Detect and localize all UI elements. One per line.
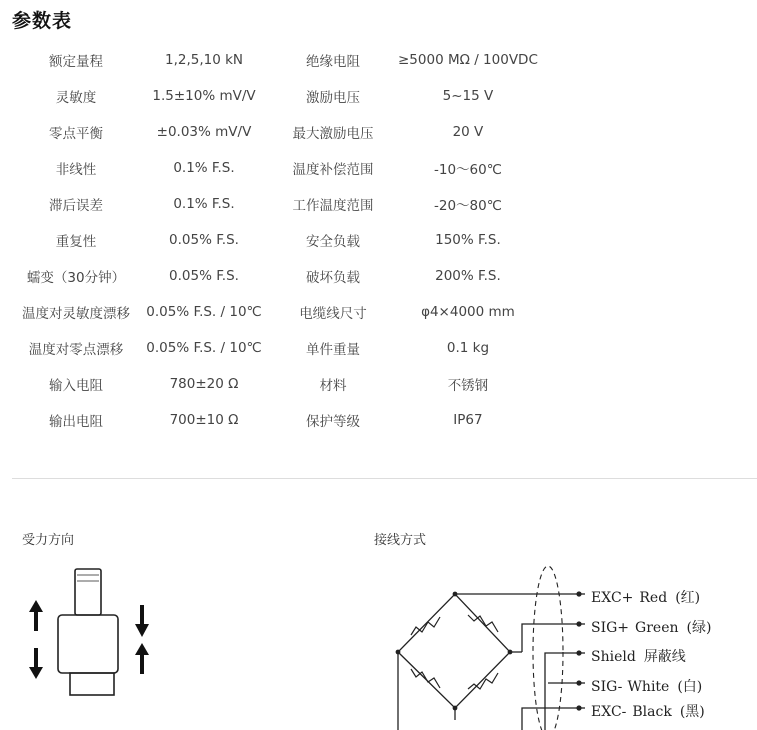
spec-value-b: φ4×4000 mm xyxy=(421,304,515,320)
wire-cn: 屏蔽线 xyxy=(643,649,686,665)
spec-value-b: 200% F.S. xyxy=(435,268,501,284)
wire-color-name: Red xyxy=(639,590,668,606)
spec-label-b: 材料 xyxy=(319,378,347,394)
wiring-method-label: 接线方式 xyxy=(374,533,427,548)
wire-signal: EXC- xyxy=(591,704,627,720)
spec-value-a: 0.05% F.S. xyxy=(169,232,239,248)
spec-label-b: 工作温度范围 xyxy=(292,198,374,214)
resistor-icon xyxy=(411,617,440,635)
junction-dot xyxy=(508,650,513,655)
spec-label-b: 激励电压 xyxy=(306,90,360,106)
terminal-dot xyxy=(576,650,581,655)
resistor-icon xyxy=(411,669,440,688)
spec-label-b: 最大激励电压 xyxy=(292,126,374,142)
spec-value-a: 0.1% F.S. xyxy=(173,160,235,176)
junction-dot xyxy=(453,592,458,597)
wire-color-name: Black xyxy=(632,704,672,720)
wire-cn: (绿) xyxy=(686,620,712,636)
spec-label-b: 安全负载 xyxy=(306,234,360,250)
page-title: 参数表 xyxy=(12,10,73,32)
spec-value-a: 780±20 Ω xyxy=(169,376,239,392)
spec-value-b: -10～60℃ xyxy=(434,162,502,178)
wire-label xyxy=(591,679,702,695)
arrow-down-icon xyxy=(135,605,149,637)
arrow-up-icon xyxy=(29,600,43,631)
spec-value-a: 0.05% F.S. / 10℃ xyxy=(146,304,262,320)
wire-color-name: White xyxy=(627,679,670,695)
wire-signal: SIG+ xyxy=(591,620,630,636)
spec-label-a: 输入电阻 xyxy=(49,378,103,394)
wire-exc-minus xyxy=(522,708,575,730)
terminal-dot xyxy=(576,591,581,596)
cable-shield-outline xyxy=(533,566,563,730)
spec-value-b: 0.1 kg xyxy=(446,340,490,356)
force-direction-diagram xyxy=(58,569,118,695)
arrow-up-icon xyxy=(135,643,149,674)
wire-shield xyxy=(545,653,575,730)
spec-value-b: 20 V xyxy=(452,124,484,140)
spec-label-b: 单件重量 xyxy=(306,342,360,358)
force-direction-label: 受力方向 xyxy=(22,533,75,548)
spec-value-b: ≥5000 MΩ / 100VDC xyxy=(398,52,538,68)
resistor-icon xyxy=(468,673,498,689)
spec-value-a: 1.5±10% mV/V xyxy=(152,88,256,104)
spec-value-b: 150% F.S. xyxy=(435,232,501,248)
wire-label xyxy=(591,648,686,665)
spec-label-b: 电缆线尺寸 xyxy=(299,306,367,322)
wire-label xyxy=(591,620,711,636)
spec-label-b: 保护等级 xyxy=(306,414,360,430)
spec-label-a: 输出电阻 xyxy=(49,414,103,430)
spec-value-a: ±0.03% mV/V xyxy=(156,124,252,140)
wire-label xyxy=(591,590,700,606)
wiring-nodes xyxy=(396,591,582,710)
terminal-dot xyxy=(576,680,581,685)
wire-sig-plus xyxy=(522,624,575,652)
wire-labels xyxy=(591,590,711,720)
wire-label xyxy=(591,704,705,720)
spec-label-b: 温度补偿范围 xyxy=(292,162,374,178)
spec-value-a: 700±10 Ω xyxy=(169,412,239,428)
spec-label-a: 零点平衡 xyxy=(49,126,103,142)
junction-dot xyxy=(396,650,401,655)
wire-cn: (黑) xyxy=(679,704,705,720)
wire-cn: (红) xyxy=(675,590,701,606)
spec-label-b: 破坏负载 xyxy=(306,270,360,286)
spec-value-b: 不锈钢 xyxy=(447,378,489,394)
terminal-dot xyxy=(576,621,581,626)
wire-signal: SIG- xyxy=(591,679,622,695)
wiring-diagram xyxy=(398,566,585,730)
wire-signal: EXC+ xyxy=(591,590,634,606)
spec-value-b: -20～80℃ xyxy=(434,198,502,214)
spec-label-a: 非线性 xyxy=(55,162,97,178)
spec-value-a: 0.05% F.S. xyxy=(169,268,239,284)
spec-label-a: 滞后误差 xyxy=(49,198,103,214)
spec-value-a: 0.1% F.S. xyxy=(173,196,235,212)
junction-dot xyxy=(453,706,458,711)
terminal-dot xyxy=(576,705,581,710)
spec-value-b: IP67 xyxy=(453,412,483,428)
spec-label-a: 温度对零点漂移 xyxy=(28,342,124,358)
arrow-down-icon xyxy=(29,648,43,679)
spec-label-a: 额定量程 xyxy=(49,54,103,70)
spec-value-a: 0.05% F.S. / 10℃ xyxy=(146,340,262,356)
sensor-body xyxy=(58,615,118,673)
spec-value-a: 1,2,5,10 kN xyxy=(164,52,244,68)
spec-label-a: 灵敏度 xyxy=(55,90,97,106)
spec-value-b: 5~15 V xyxy=(442,88,494,104)
force-arrows xyxy=(29,600,149,679)
sensor-stud xyxy=(75,569,101,615)
wire-color-name: Green xyxy=(635,620,679,636)
sensor-base xyxy=(70,673,114,695)
spec-label-a: 蠕变（30分钟） xyxy=(26,270,126,286)
spec-label-a: 温度对灵敏度漂移 xyxy=(22,306,130,322)
spec-label-a: 重复性 xyxy=(55,234,97,250)
wire-signal: Shield xyxy=(591,649,636,665)
wire-cn: (白) xyxy=(677,679,703,695)
spec-label-b: 绝缘电阻 xyxy=(306,54,360,70)
